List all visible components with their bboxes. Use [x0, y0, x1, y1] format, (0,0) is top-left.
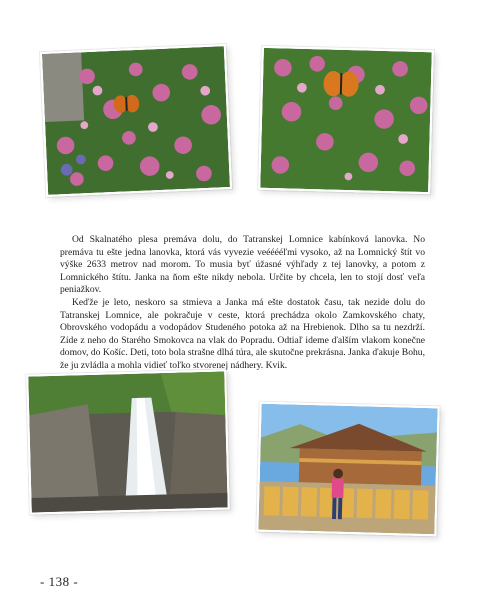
photo-hrebienok-sign — [256, 402, 439, 537]
paragraph: Keďže je leto, neskoro sa stmieva a Janka má ešte dostatok času, tak nezide dolu do Tatranskej Lomnice, ale pokračuje v ceste, ktorá prechádza okolo Zamkovského chaty, Obrovského vodopádu a vodopádov Studeného potoka až na Hrebienok. Dlho sa tu nezdrží. Zíde z neho do Starého Smokovca na vlak do Popradu. Odtiaľ ideme ďalším vlakom konečne domov, do Košíc. Deti, toto bola strašne dlhá túra, ale skutočne prekrásna. Janka ďakuje Bohu, že ju zvládla a mohla vidieť toľko stvorenej nádhery. Kvik. — [60, 296, 425, 371]
photo-flowers-butterfly-left — [40, 44, 232, 197]
waterfall-image — [28, 371, 227, 512]
page-number: - 138 - — [40, 574, 79, 589]
photo-waterfall — [26, 369, 230, 514]
flowers-butterfly-image — [42, 46, 230, 195]
butterfly-icon — [113, 95, 139, 114]
flowers-butterfly-image — [260, 48, 432, 192]
butterfly-icon — [323, 71, 359, 97]
paragraph: Od Skalnatého plesa premáva dolu, do Tatranskej Lomnice kabínková lanovka. No premáva tu ešte jedna lanovka, ktorá vás vyvezie veééééľmi vysoko, až na Lomnický štít vo výške 2633 metrov nad morom. To musia byť úžasné výhľady z tej lanovky, a potom z Lomnického štítu. Janka na ňom ešte nikdy nebola. Určite by chcela, len to stojí dosť veľa peniažkov. — [60, 234, 425, 296]
photo-flowers-butterfly-right — [258, 46, 434, 194]
article-text — [60, 234, 425, 373]
hrebienok-sign-image — [258, 404, 437, 535]
